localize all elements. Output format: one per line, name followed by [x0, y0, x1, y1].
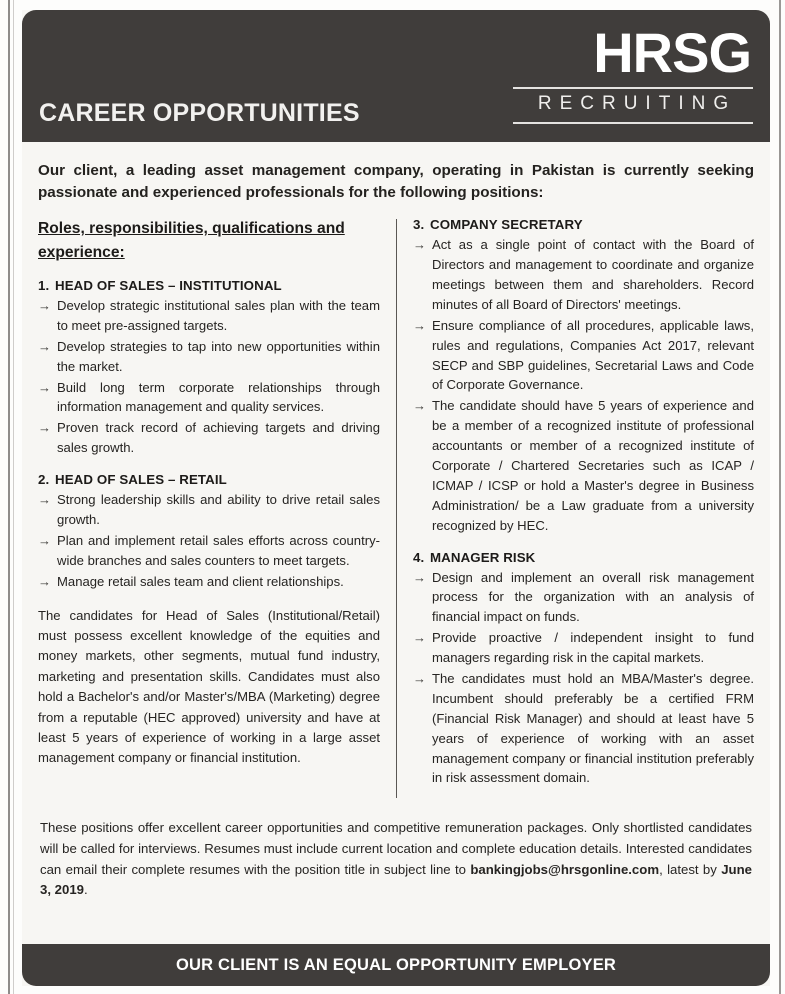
instructions-part-1: These positions offer excellent career opportunities and competitive remuneration packages. Only shortlisted candidates will be called for interviews. Resumes must include current location and complete education details. Interested candidates can email their complete resumes with the position title in subject line to [40, 820, 752, 877]
bullet-text: Act as a single point of contact with the Board of Directors and management to coordinate and organize meetings between them and shareholders. Record minutes of all Board of Directors' meetings. [432, 237, 754, 312]
list-item [413, 396, 754, 535]
list-item [413, 568, 754, 628]
intro-paragraph: Our client, a leading asset management company, operating in Pakistan is currently seeking passionate and experienced professionals for the following positions: [38, 162, 754, 201]
scan-edge-left [8, 0, 10, 994]
arrow-icon: → [38, 338, 51, 354]
list-item [413, 628, 754, 668]
bullet-text: Ensure compliance of all procedures, applicable laws, rules and regulations, Companies Act 2017, relevant SECP and SBP guidelines, Secretarial Laws and Code of Corporate Governance. [432, 317, 754, 393]
job-title-3 [413, 217, 754, 232]
list-item [38, 337, 380, 377]
bullet-text: Manage retail sales team and client relationships. [57, 573, 344, 589]
job-title-4 [413, 550, 754, 565]
bullet-text: Plan and implement retail sales efforts across country-wide branches and sales counters to meet targets. [57, 532, 380, 568]
arrow-icon: → [413, 670, 426, 686]
job-number-2: 2. [38, 472, 50, 488]
job-name-3: COMPANY SECRETARY [430, 217, 583, 233]
bullet-text: Design and implement an overall risk management process for the organization with an analysis of financial impact on funds. [432, 569, 754, 625]
job-3-bullets [413, 235, 754, 535]
job-listing-3 [413, 217, 754, 535]
bullet-text: Develop strategic institutional sales plan with the team to meet pre-assigned targets. [57, 297, 380, 333]
list-item [413, 316, 754, 396]
list-item [413, 235, 754, 315]
job-name-1: HEAD OF SALES – INSTITUTIONAL [55, 277, 282, 293]
arrow-icon: → [413, 398, 426, 414]
list-item [38, 418, 380, 458]
list-item [38, 490, 380, 530]
arrow-icon: → [413, 630, 426, 646]
roles-section-heading: Roles, responsibilities, qualifications and experience: [38, 220, 345, 261]
bullet-text: The candidate should have 5 years of experience and be a member of a recognized institute of professional accountants or member of a recognized institute of Corporate / Chartered Secretaries such as ICAP / ICMAP / ICSP or hold a Master's degree in Business Administration/ be a Law graduate from a university recognized by HEC. [432, 398, 754, 533]
job-name-2: HEAD OF SALES – RETAIL [55, 472, 227, 488]
arrow-icon: → [38, 379, 51, 395]
arrow-icon: → [38, 532, 51, 548]
application-instructions [40, 818, 752, 900]
scan-edge-right [779, 0, 781, 994]
arrow-icon: → [38, 297, 51, 313]
right-column [397, 217, 754, 802]
logo-tagline: RECRUITING [537, 93, 737, 114]
job-number-1: 1. [38, 277, 50, 293]
logo-rule-bottom [513, 122, 753, 124]
job-1-bullets [38, 296, 380, 458]
job-number-4: 4. [413, 549, 425, 565]
list-item [38, 378, 380, 418]
bullet-text: Proven track record of achieving targets and driving sales growth. [57, 420, 380, 456]
list-item [38, 572, 380, 592]
arrow-icon: → [38, 573, 51, 589]
job-2-bullets [38, 490, 380, 591]
job-listing-4 [413, 550, 754, 789]
job-listing-2 [38, 472, 380, 591]
application-email: bankingjobs@hrsgonline.com [470, 861, 660, 877]
arrow-icon: → [413, 237, 426, 253]
instructions-part-2: , latest by [659, 861, 722, 877]
page-title: CAREER OPPORTUNITIES [39, 99, 360, 127]
scan-edge-left-secondary [13, 0, 14, 994]
job-4-bullets [413, 568, 754, 789]
job-number-3: 3. [413, 217, 425, 233]
arrow-icon: → [413, 569, 426, 585]
bullet-text: Develop strategies to tap into new opportunities within the market. [57, 338, 380, 374]
hrsg-logo [513, 22, 753, 124]
instructions-part-3: . [84, 882, 88, 898]
job-title-1 [38, 278, 380, 293]
bullet-text: Provide proactive / independent insight to fund managers regarding risk in the capital markets. [432, 630, 754, 666]
list-item [38, 296, 380, 336]
ad-container [22, 10, 770, 986]
equal-opportunity-banner: OUR CLIENT IS AN EQUAL OPPORTUNITY EMPLOYER [22, 944, 770, 986]
bullet-text: The candidates must hold an MBA/Master's degree. Incumbent should preferably be a certified FRM (Financial Risk Manager) and should at least have 5 years of experience of working with an asset management company or financial institution preferably in risk assessment domain. [432, 670, 754, 786]
arrow-icon: → [413, 317, 426, 333]
left-column [38, 217, 396, 802]
list-item [38, 531, 380, 571]
two-column-layout [38, 217, 754, 802]
job-title-2 [38, 472, 380, 487]
job-name-4: MANAGER RISK [430, 549, 536, 565]
ad-header [22, 10, 770, 142]
logo-wordmark: HRSG [593, 21, 751, 84]
list-item [413, 669, 754, 788]
bullet-text: Strong leadership skills and ability to drive retail sales growth. [57, 492, 380, 527]
ad-body [22, 142, 770, 901]
bullet-text: Build long term corporate relationships through information management and quality services. [57, 379, 380, 415]
arrow-icon: → [38, 420, 51, 436]
application-deadline: June 3, 2019 [40, 861, 752, 898]
job-listing-1 [38, 278, 380, 458]
left-closing-paragraph: The candidates for Head of Sales (Institutional/Retail) must possess excellent knowledge of the equities and money markets, other segments, mutual fund industry, marketing and presentation skills. Candidates must also hold a Bachelor's and/or Master's/MBA (Marketing) degree from a reputable (HEC approved) university and have at least 5 years of experience of working in a large asset management company or financial institution. [38, 607, 380, 766]
arrow-icon: → [38, 492, 51, 508]
